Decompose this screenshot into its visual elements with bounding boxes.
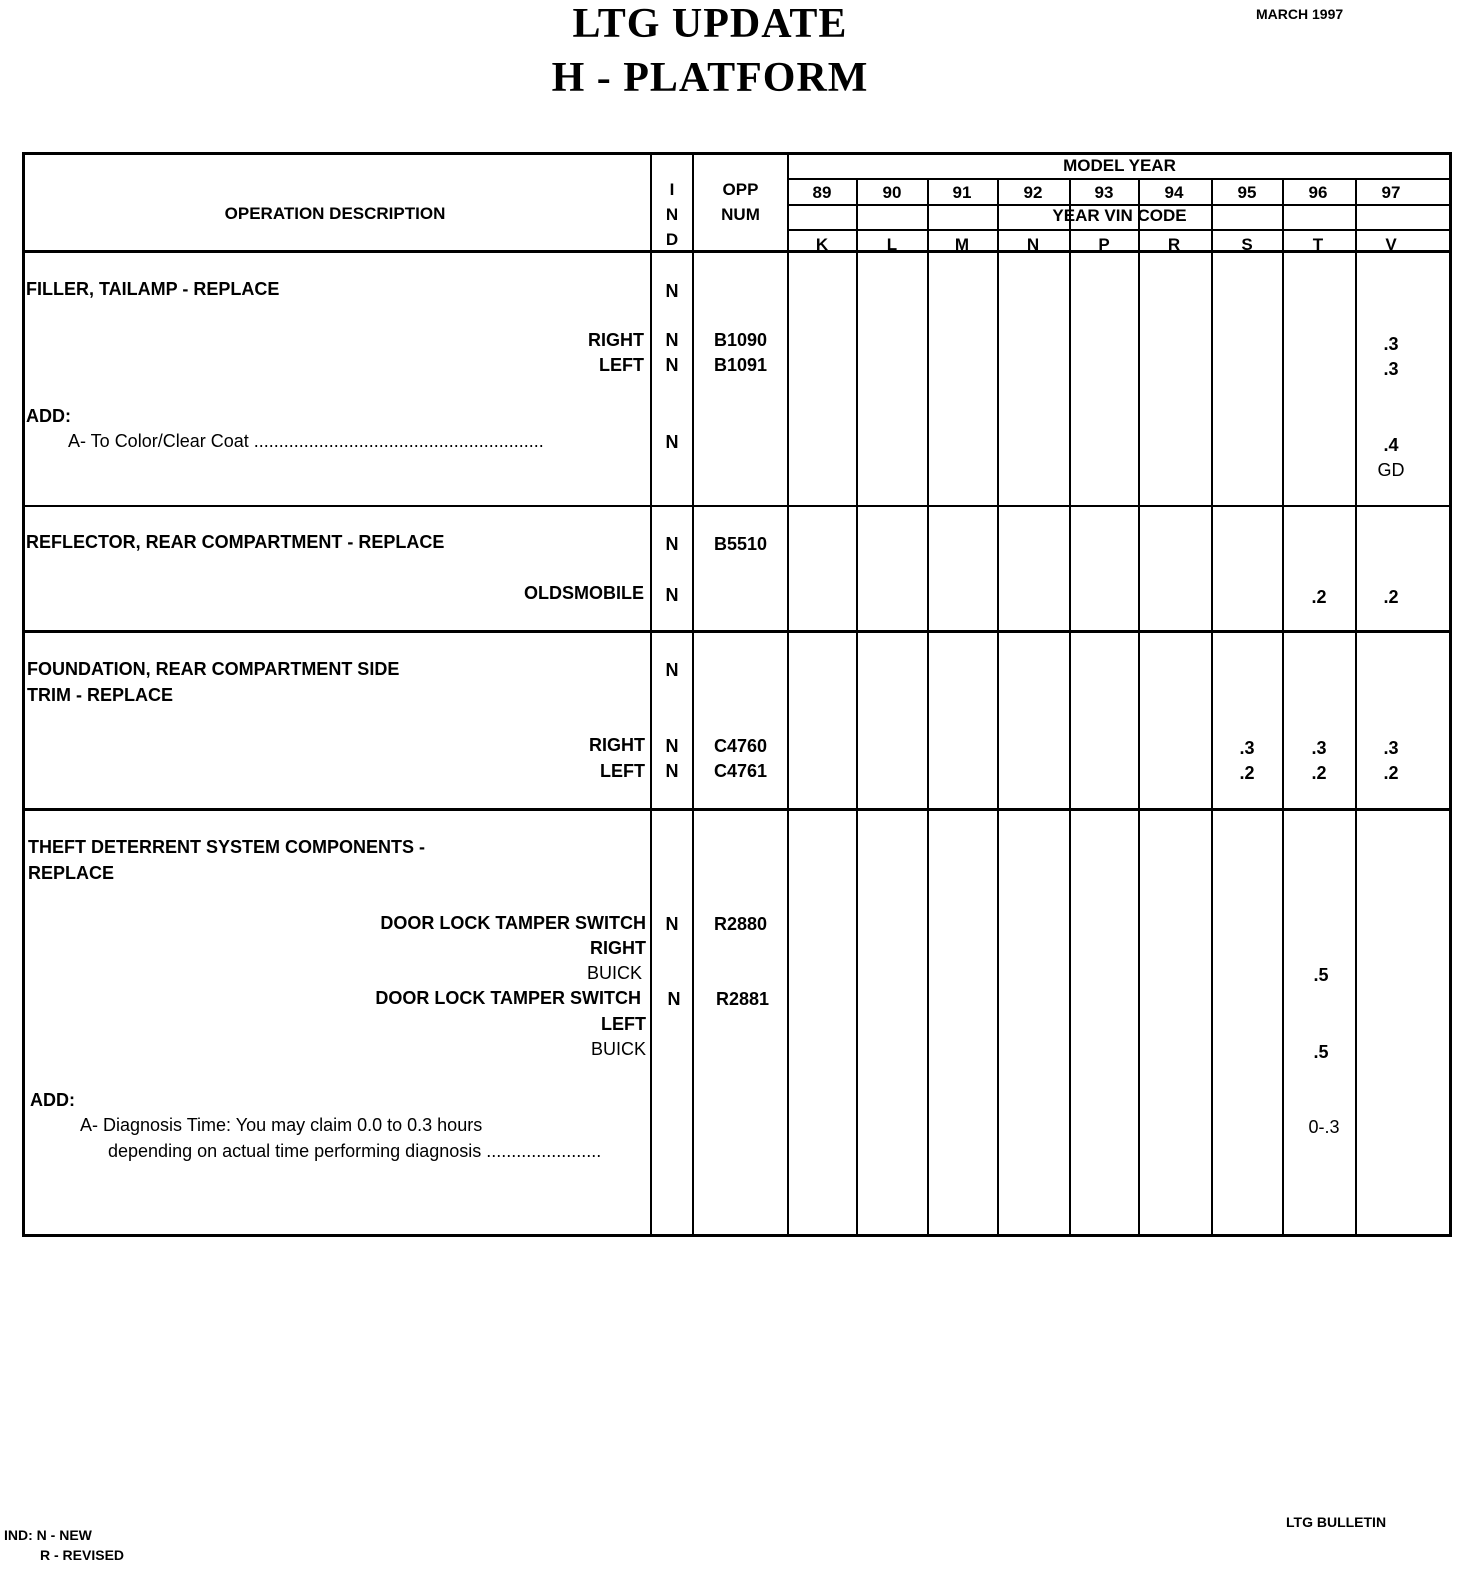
year-91: 91: [952, 183, 972, 202]
reflector-sub-97: .2: [1383, 587, 1399, 607]
theft-add-a-line2: depending on actual time performing diagnosis .......................: [108, 1141, 602, 1161]
foundation-left-97: .2: [1383, 763, 1399, 783]
section-divider-1: [22, 505, 1452, 507]
filler-left-ind: N: [665, 355, 679, 375]
foundation-title-1: FOUNDATION, REAR COMPARTMENT SIDE: [27, 659, 400, 679]
year-96: 96: [1308, 183, 1328, 202]
foundation-right-96: .3: [1311, 738, 1327, 758]
filler-add-97-note: GD: [1377, 460, 1405, 480]
filler-ind: N: [665, 281, 679, 301]
title-line-2: H - PLATFORM: [551, 55, 869, 101]
col-rule: [1282, 178, 1284, 1237]
ind-left-rule: [650, 152, 652, 1237]
model-year-header: MODEL YEAR: [1063, 156, 1176, 175]
theft-add-96: 0-.3: [1308, 1117, 1340, 1137]
year-vin-code-header: YEAR VIN CODE: [1052, 206, 1187, 225]
filler-left-opp: B1091: [713, 355, 768, 375]
vin-l: L: [886, 235, 898, 254]
reflector-title: REFLECTOR, REAR COMPARTMENT - REPLACE: [26, 532, 445, 552]
foundation-title-2: TRIM - REPLACE: [27, 685, 173, 705]
vin-v: V: [1385, 235, 1397, 254]
theft-item2-96: .5: [1313, 1042, 1329, 1062]
vin-m: M: [954, 235, 970, 254]
theft-add-a-line1: A- Diagnosis Time: You may claim 0.0 to 0.3 hours: [80, 1115, 483, 1135]
ltg-bulletin: LTG BULLETIN: [1286, 1514, 1387, 1530]
section-divider-3: [22, 808, 1452, 811]
reflector-opp: B5510: [713, 534, 768, 554]
filler-left-label: LEFT: [599, 355, 644, 375]
foundation-left-95: .2: [1239, 763, 1255, 783]
year-93: 93: [1094, 183, 1114, 202]
theft-item2-opp: R2881: [715, 989, 770, 1009]
vin-code-rule: [787, 229, 1452, 231]
reflector-sub-label: OLDSMOBILE: [524, 583, 644, 603]
theft-item2-ind: N: [667, 989, 681, 1009]
foundation-left-96: .2: [1311, 763, 1327, 783]
foundation-right-97: .3: [1383, 738, 1399, 758]
ind-header-i: I: [669, 180, 675, 199]
col-rule: [927, 178, 929, 1237]
ind-header-n: N: [665, 205, 679, 224]
vin-n: N: [1026, 235, 1040, 254]
num-header: NUM: [721, 205, 760, 224]
vin-s: S: [1241, 235, 1253, 254]
filler-add-label: ADD:: [26, 406, 71, 426]
reflector-sub-ind: N: [665, 585, 679, 605]
operation-description-header: OPERATION DESCRIPTION: [224, 204, 446, 223]
model-year-rule: [787, 178, 1452, 180]
year-94: 94: [1164, 183, 1184, 202]
filler-add-a: A- To Color/Clear Coat ..........................................................: [68, 431, 544, 451]
year-92: 92: [1023, 183, 1043, 202]
reflector-sub-96: .2: [1311, 587, 1327, 607]
foundation-left-ind: N: [665, 761, 679, 781]
col-rule: [1069, 178, 1071, 1237]
col-rule: [1138, 178, 1140, 1237]
year-97: 97: [1381, 183, 1401, 202]
opp-left-rule: [692, 152, 694, 1237]
theft-item1-label: DOOR LOCK TAMPER SWITCH: [380, 913, 646, 933]
theft-item1-make: BUICK: [586, 963, 642, 983]
col-rule: [997, 178, 999, 1237]
vin-p: P: [1098, 235, 1110, 254]
reflector-ind: N: [665, 534, 679, 554]
theft-item1-96: .5: [1313, 965, 1329, 985]
vin-k: K: [815, 235, 829, 254]
year-90: 90: [882, 183, 902, 202]
filler-title: FILLER, TAILAMP - REPLACE: [26, 279, 280, 299]
theft-item2-label: DOOR LOCK TAMPER SWITCH: [375, 988, 641, 1008]
vin-r: R: [1167, 235, 1181, 254]
year-89: 89: [812, 183, 832, 202]
filler-right-opp: B1090: [713, 330, 768, 350]
foundation-right-opp: C4760: [713, 736, 768, 756]
filler-right-ind: N: [665, 330, 679, 350]
title-line-1: LTG UPDATE: [572, 1, 848, 47]
foundation-right-label: RIGHT: [589, 735, 645, 755]
theft-add-label: ADD:: [30, 1090, 75, 1110]
theft-item1-ind: N: [665, 914, 679, 934]
theft-item1-side: RIGHT: [590, 938, 646, 958]
col-rule: [856, 178, 858, 1237]
year-95: 95: [1237, 183, 1257, 202]
legend-new: IND: N - NEW: [4, 1527, 92, 1543]
theft-item2-make: BUICK: [590, 1039, 646, 1059]
foundation-ind: N: [665, 660, 679, 680]
document-date: MARCH 1997: [1256, 6, 1344, 22]
vin-t: T: [1312, 235, 1324, 254]
year-area-left-rule: [787, 152, 789, 1237]
foundation-right-95: .3: [1239, 738, 1255, 758]
foundation-right-ind: N: [665, 736, 679, 756]
theft-title-2: REPLACE: [28, 863, 115, 883]
theft-title-1: THEFT DETERRENT SYSTEM COMPONENTS -: [28, 837, 426, 857]
theft-item1-opp: R2880: [713, 914, 768, 934]
foundation-left-label: LEFT: [600, 761, 645, 781]
ind-header-d: D: [665, 230, 679, 249]
filler-add-ind: N: [665, 432, 679, 452]
opp-header: OPP: [722, 180, 759, 199]
filler-left-97: .3: [1383, 359, 1399, 379]
filler-right-label: RIGHT: [588, 330, 644, 350]
section-divider-2: [22, 630, 1452, 633]
col-rule: [1211, 178, 1213, 1237]
legend-revised: R - REVISED: [40, 1547, 125, 1563]
labor-time-table: [22, 152, 1452, 1237]
theft-item2-side: LEFT: [601, 1014, 646, 1034]
foundation-left-opp: C4761: [713, 761, 768, 781]
filler-add-97: .4: [1383, 435, 1399, 455]
filler-right-97: .3: [1383, 334, 1399, 354]
